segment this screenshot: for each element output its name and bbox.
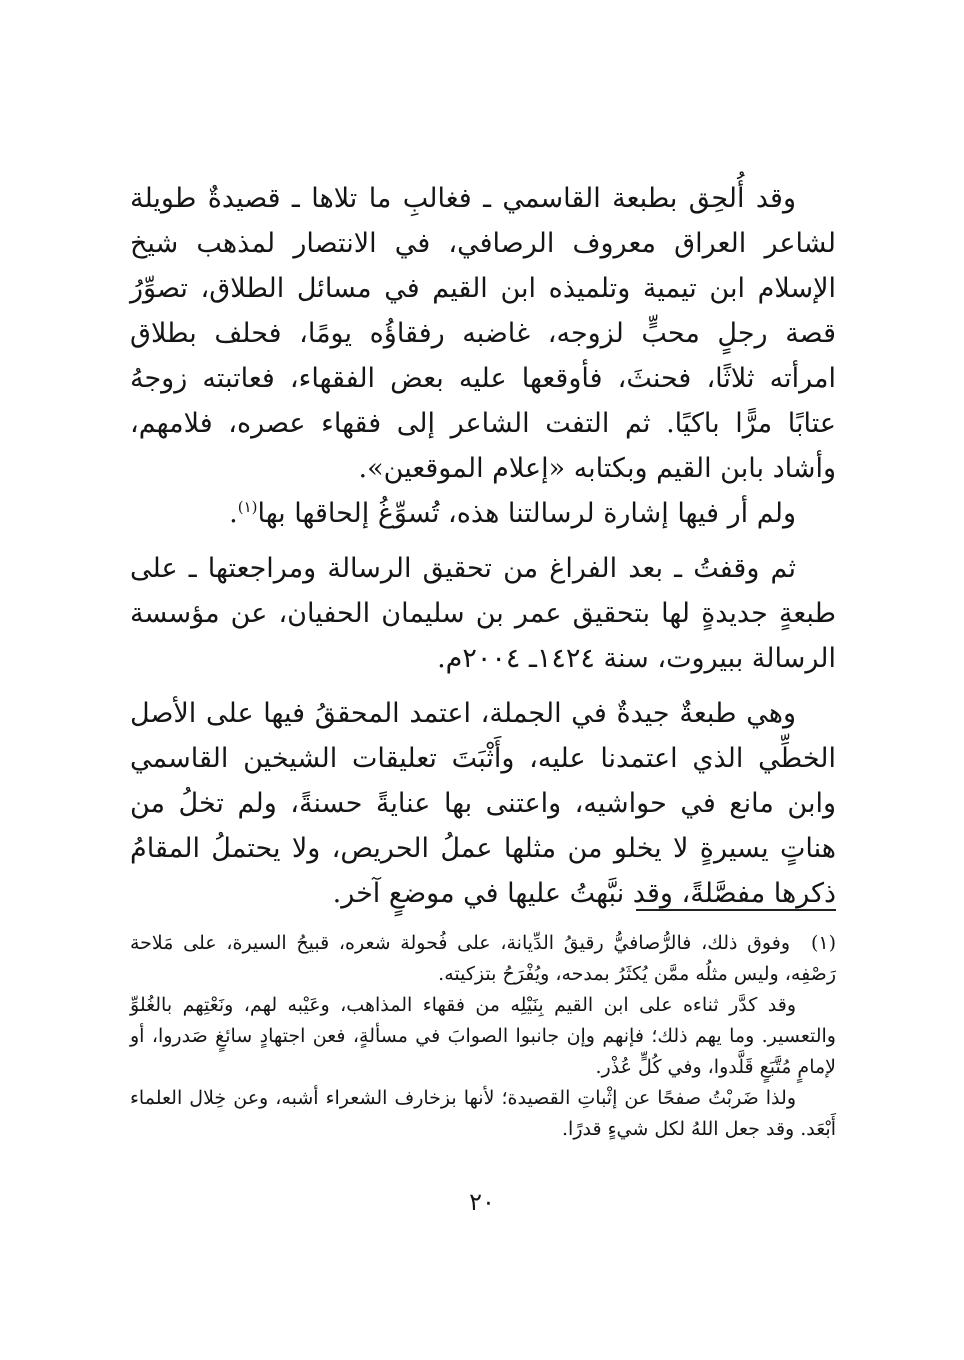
main-text <box>130 176 836 916</box>
footnotes <box>130 928 836 1145</box>
paragraph-2 <box>130 491 836 536</box>
footnote-paragraph-2: وقد كدَّر ثناءه على ابن القيم بِنَيْلِه من فقهاء المذاهب، وعَيْبه لهم، ونَعْتِهم بالغُلوِّ والتعسير. وما يهم ذلك؛ فإنهم وإن جانبوا الصوابَ في مسألةٍ، فعن اجتهادٍ سائغٍ صَدروا، أو لإمامٍ مُتَّبَعٍ قَلَّدوا، وفي كُلٍّ عُذْر. <box>130 994 836 1078</box>
paragraph-2-text: ولم أر فيها إشارة لرسالتنا هذه، تُسوِّغُ إلحاقها بها <box>257 498 796 529</box>
footnote-reference[interactable]: (١) <box>237 498 258 516</box>
footnote-separator <box>636 909 836 911</box>
footnote-1-text: وفوق ذلك، فالرُّصافيُّ رقيقُ الدِّيانة، على فُحولة شعره، قبيحُ السيرة، على مَلاحة رَصْفِه، وليس مثلُه ممَّن يُكثَرُ بمدحه، ويُفْرَحُ بتزكيته. <box>130 932 836 985</box>
paragraph-2-end: . <box>229 498 238 529</box>
paragraph-1: وقد أُلحِق بطبعة القاسمي ـ فغالبِ ما تلاها ـ قصيدةٌ طويلة لشاعر العراق معروف الرصافي، في الانتصار لمذهب شيخ الإسلام ابن تيمية وتلميذه ابن القيم في مسائل الطلاق، تصوِّرُ قصة رجلٍ محبٍّ لزوجه، غاضبه رفقاؤُه يومًا، فحلف بطلاق امرأته ثلاثًا، فحنثَ، فأوقعها عليه بعض الفقهاء، فعاتبته زوجهُ عتابًا مرًّا باكيًا. ثم التفت الشاعر إلى فقهاء عصره، فلامهم، وأشاد بابن القيم وبكتابه «إعلام الموقعين». <box>130 183 837 484</box>
footnote-1 <box>130 928 836 990</box>
footnote-paragraph-3: ولذا ضَربْتُ صفحًا عن إثْباتِ القصيدة؛ لأنها بزخارف الشعراء أشبه، وعن خِلال العلماء أَبْعَد. وقد جعل اللهُ لكل شيءٍ قدرًا. <box>130 1087 836 1140</box>
footnote-number: (١) <box>810 932 836 954</box>
paragraph-4: وهي طبعةٌ جيدةٌ في الجملة، اعتمد المحققُ فيها على الأصل الخطِّي الذي اعتمدنا عليه، وأَثْبَتَ تعليقات الشيخين القاسمي وابن مانع في حواشيه، واعتنى بها عنايةً حسنةً، ولم تخلُ من هناتٍ يسيرةٍ لا يخلو من مثلها عملُ الحريص، ولا يحتملُ المقامُ ذكرها مفصَّلةً، وقد نبَّهتُ عليها في موضعٍ آخر. <box>130 698 836 909</box>
page-number: ٢٠ <box>469 1188 495 1216</box>
paragraph-3: ثم وقفتُ ـ بعد الفراغ من تحقيق الرسالة ومراجعتها ـ على طبعةٍ جديدةٍ لها بتحقيق عمر بن سليمان الحفيان، عن مؤسسة الرسالة ببيروت، سنة ١٤٢٤ـ ٢٠٠٤م. <box>130 553 837 674</box>
